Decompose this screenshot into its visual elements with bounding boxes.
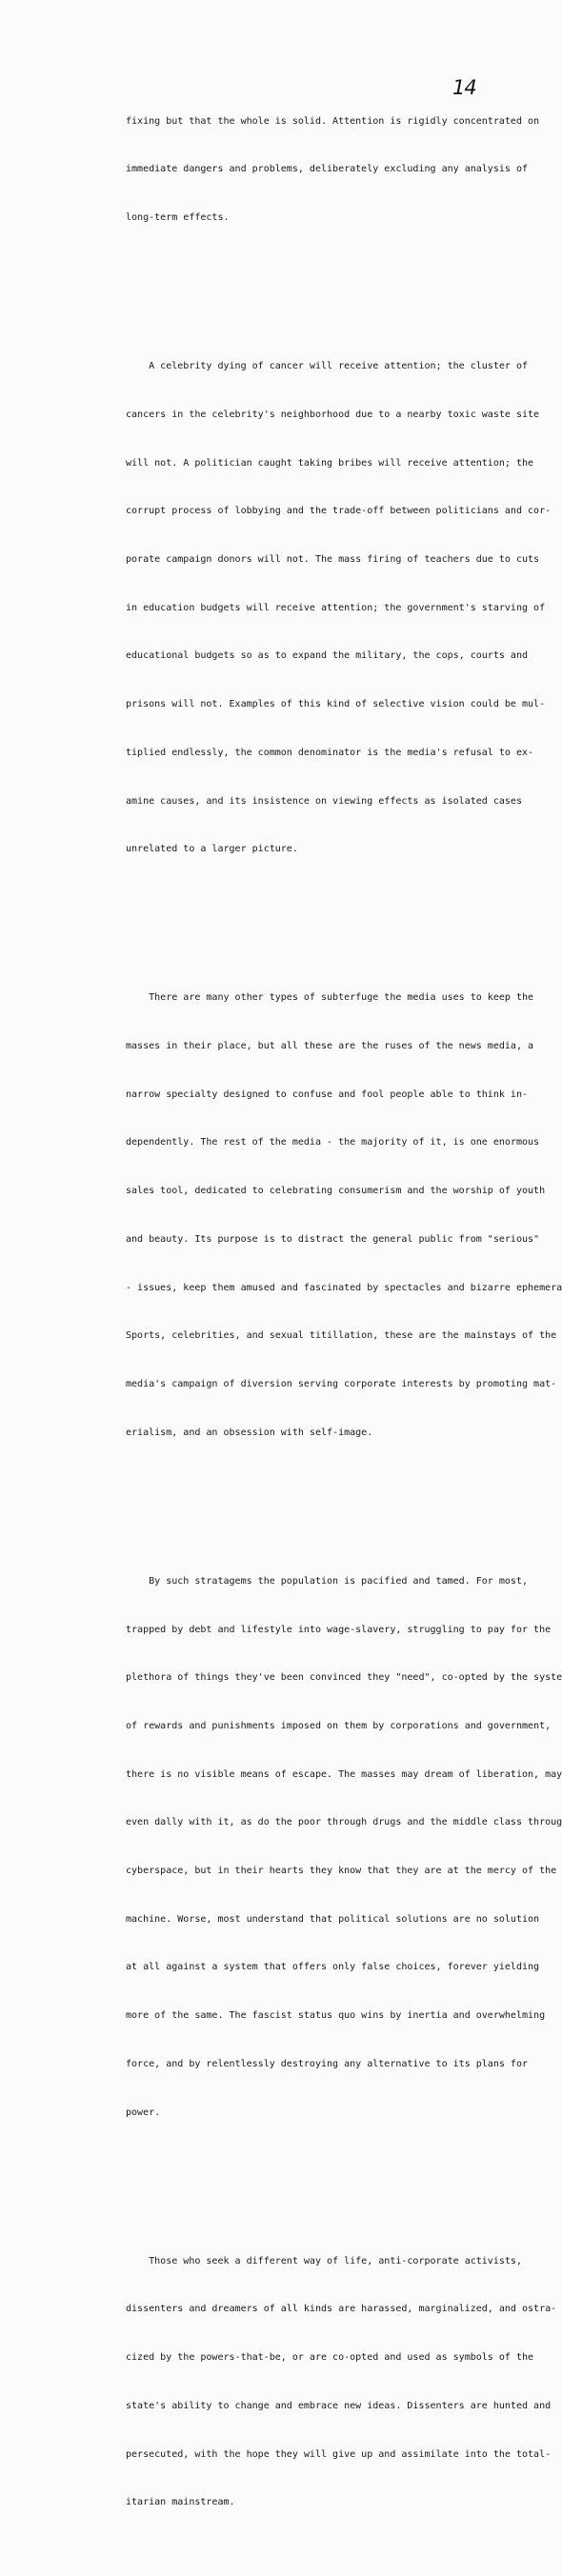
text-line: will not. A politician caught taking bribes will receive attention; the — [126, 457, 534, 469]
text-line: there is no visible means of escape. The masses may dream of liberation, may — [126, 1768, 562, 1780]
text-line: cyberspace, but in their hearts they know that they are at the mercy of the — [126, 1866, 557, 1877]
text-line: force, and by relentlessly destroying any alternative to its plans for — [126, 2058, 529, 2069]
text-line: itarian mainstream. — [126, 2497, 235, 2508]
text-line: media's campaign of diversion serving corporate interests by promoting mat- — [126, 1378, 557, 1389]
text-line: plethora of things they've been convinced they "need", co-opted by the syste — [126, 1672, 562, 1684]
text-line: cized by the powers-that-be, or are co-opted and used as symbols of the — [126, 2352, 534, 2364]
page-number: 14 — [452, 76, 476, 99]
body-text — [126, 50, 562, 2576]
text-line: - issues, keep them amused and fascinated by spectacles and bizarre ephemera — [126, 1282, 562, 1293]
text-line: Those who seek a different way of life, anti-corporate activists, — [126, 2255, 522, 2266]
text-line: There are many other types of subterfuge the media uses to keep the — [126, 992, 534, 1004]
text-line: power. — [126, 2107, 161, 2118]
text-line: more of the same. The fascist status quo wins by inertia and overwhelming — [126, 2010, 546, 2022]
text-line: at all against a system that offers only false choices, forever yielding — [126, 1962, 540, 1973]
text-line: narrow specialty designed to confuse and fool people able to think in- — [126, 1088, 529, 1100]
text-line: even dally with it, as do the poor through drugs and the middle class throug — [126, 1817, 562, 1828]
text-line: A celebrity dying of cancer will receive attention; the cluster of — [126, 361, 529, 372]
text-line: porate campaign donors will not. The mass firing of teachers due to cuts — [126, 553, 540, 565]
text-line: unrelated to a larger picture. — [126, 844, 298, 855]
text-line: By such stratagems the population is pacified and tamed. For most, — [126, 1575, 529, 1587]
text-line: erialism, and an obsession with self-image. — [126, 1427, 373, 1438]
text-line: dependently. The rest of the media - the majority of it, is one enormous — [126, 1137, 540, 1148]
text-line: long-term effects. — [126, 212, 230, 224]
text-line: fixing but that the whole is solid. Attention is rigidly concentrated on — [126, 115, 540, 127]
text-line: in education budgets will receive attention; the government's starving of — [126, 602, 546, 613]
text-line: of rewards and punishments imposed on them by corporations and government, — [126, 1720, 552, 1731]
text-line: dissenters and dreamers of all kinds are harassed, marginalized, and ostra- — [126, 2304, 557, 2315]
paragraph-4 — [126, 1542, 562, 2153]
paragraph-5 — [126, 2222, 557, 2544]
text-line: masses in their place, but all these are the ruses of the news media, a — [126, 1041, 534, 1052]
text-line: state's ability to change and embrace new ideas. Dissenters are hunted and — [126, 2400, 552, 2411]
paragraph-1 — [126, 82, 540, 259]
text-line: machine. Worse, most understand that political solutions are no solution — [126, 1913, 540, 1925]
text-line: tiplied endlessly, the common denominator is the media's refusal to ex- — [126, 747, 534, 758]
text-line: educational budgets so as to expand the military, the cops, courts and — [126, 650, 529, 662]
text-line: and beauty. Its purpose is to distract the general public from "serious" — [126, 1233, 540, 1245]
text-line: cancers in the celebrity's neighborhood due to a nearby toxic waste site — [126, 409, 540, 420]
text-line: amine causes, and its insistence on viewing effects as isolated cases — [126, 795, 522, 807]
paragraph-3 — [126, 959, 562, 1474]
text-line: sales tool, dedicated to celebrating consumerism and the worship of youth — [126, 1186, 546, 1197]
text-line: immediate dangers and problems, deliberately excluding any analysis of — [126, 164, 529, 175]
text-line: corrupt process of lobbying and the trade-off between politicians and cor- — [126, 506, 552, 517]
text-line: prisons will not. Examples of this kind of selective vision could be mul- — [126, 699, 546, 710]
text-line: persecuted, with the hope they will give up and assimilate into the total- — [126, 2448, 552, 2460]
text-line: trapped by debt and lifestyle into wage-slavery, struggling to pay for the — [126, 1624, 552, 1635]
paragraph-2 — [126, 327, 552, 890]
text-line: Sports, celebrities, and sexual titillation, these are the mainstays of the — [126, 1330, 557, 1342]
